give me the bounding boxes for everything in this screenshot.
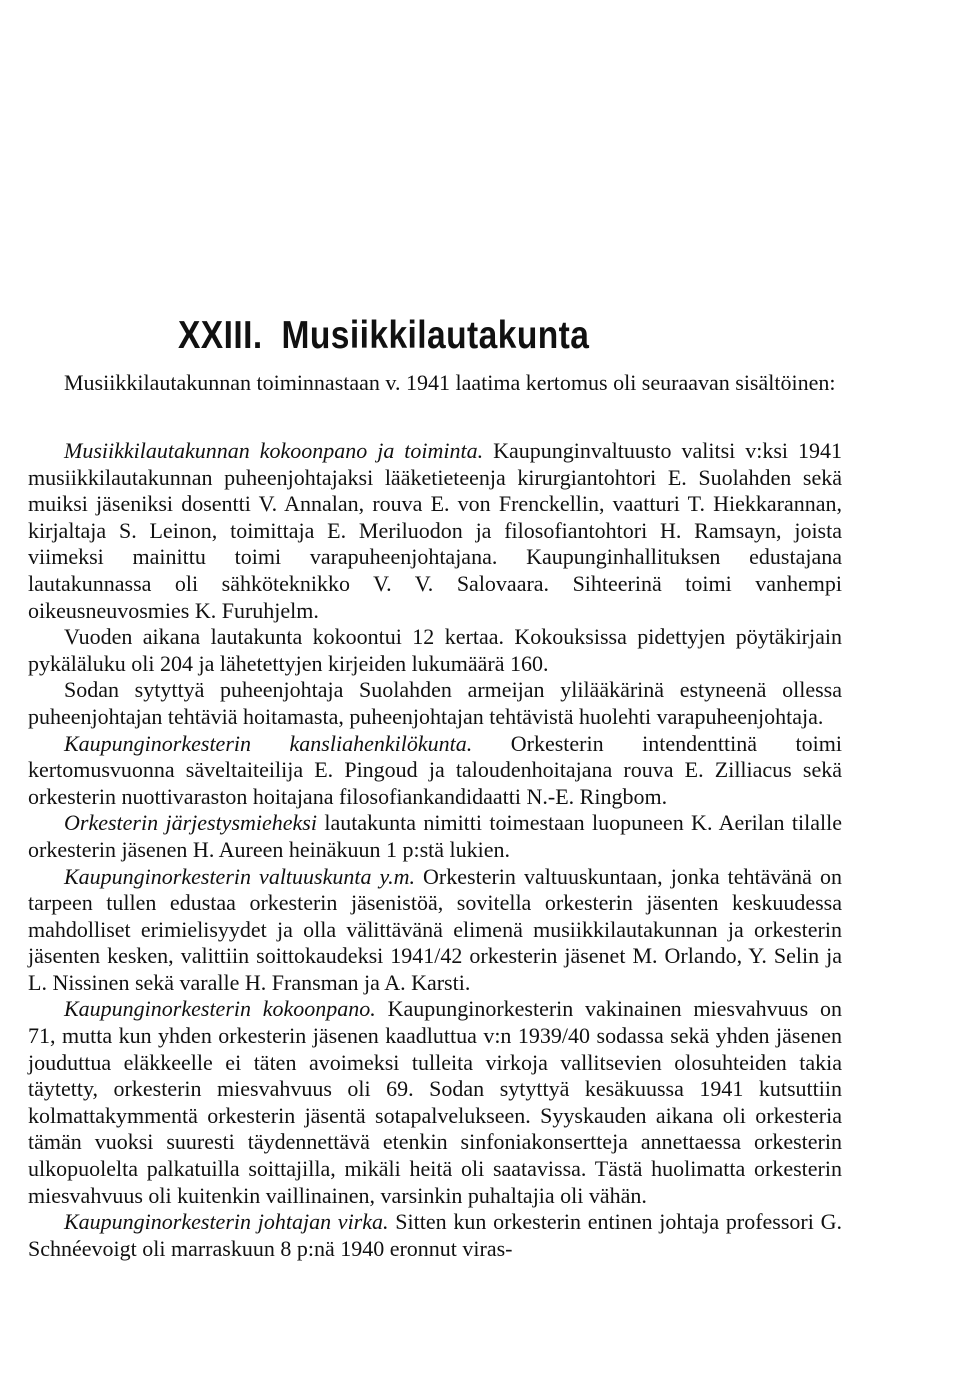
paragraph-text: Sitten kun orkesterin entinen johtaja professori G. Schnéevoigt oli marraskuun 8 p:nä 1940 eronnut viras- bbox=[28, 1209, 842, 1261]
document-page bbox=[28, 0, 842, 1386]
paragraph-delegation bbox=[28, 864, 842, 997]
paragraph-lead: Kaupunginorkesterin kokoonpano. bbox=[64, 996, 376, 1022]
paragraph-text: Sodan sytyttyä puheenjohtaja Suolahden armeijan ylilääkärinä estyneenä ollessa puheenjohtajan tehtäviä hoitamasta, puheenjohtajan tehtävistä huolehti varapuheenjohtaja. bbox=[28, 677, 842, 729]
paragraph-lead: Kaupunginorkesterin johtajan virka. bbox=[64, 1209, 389, 1235]
chapter-heading bbox=[178, 314, 660, 358]
paragraph-text: lautakunta nimitti toimestaan luopuneen K. Aerilan tilalle orkesterin jäsenen H. Aureen heinäkuun 1 p:stä lukien. bbox=[28, 810, 843, 862]
paragraph-orchestra-size bbox=[28, 996, 842, 1209]
paragraph-conductor-post bbox=[28, 1209, 842, 1262]
body-text bbox=[28, 438, 842, 1262]
paragraph-lead: Musiikkilautakunnan kokoonpano ja toiminta. bbox=[64, 438, 484, 463]
paragraph-office-staff bbox=[28, 731, 842, 811]
chapter-number: XXIII. bbox=[178, 314, 263, 358]
chapter-title: Musiikkilautakunta bbox=[281, 314, 590, 358]
paragraph-text: Kaupunginorkesterin vakinainen miesvahvuus on 71, mutta kun yhden orkesterin jäsenen kaadluttua v:n 1939/40 sodassa sekä yhden jäsenen jouduttua eläkkeelle ei täten avoimeksi tulleita virkoja vallitsevien olosuhteiden takia täytetty, orkesterin miesvahvuus oli 69. Sodan sytyttyä kesäkuussa 1941 kutsuttiin kolmattakymmentä orkesterin jäsentä sotapalvelukseen. Syyskauden aikana oli orkesteria tämän vuoksi suuresti täydennettävä etenkin sinfoniakonsertteja annettaessa orkesterin ulkopuolelta palkatuilla soittajilla, mikäli heitä oli saatavissa. Tästä huolimatta orkesterin miesvahvuus oli kuitenkin vaillinainen, varsinkin puhaltajia oli vähän. bbox=[28, 996, 842, 1208]
paragraph-lead: Orkesterin järjestysmieheksi bbox=[64, 810, 317, 836]
paragraph-meetings bbox=[28, 624, 842, 677]
paragraph-steward bbox=[28, 810, 842, 863]
intro-paragraph: Musiikkilautakunnan toiminnastaan v. 1941 laatima kertomus oli seuraavan sisältöinen: bbox=[64, 370, 836, 395]
paragraph-composition bbox=[28, 438, 842, 624]
paragraph-text: Kaupunginvaltuusto valitsi v:ksi 1941 musiikkilautakunnan puheenjohtajaksi lääketieteenja kirurgiantohtori E. Suolahden sekä muiksi jäseniksi dosentti V. Annalan, rouva E. von Frenckellin, vaatturi T. Hiekkarannan, kirjaltaja S. Leinon, toimittaja E. Meriluodon ja filosofiantohtori H. Ramsayn, joista viimeksi mainittu toimi varapuheenjohtajana. Kaupunginhallituksen edustajana lautakunnassa oli sähköteknikko V. V. Salovaara. Sihteerinä toimi vanhempi oikeusneuvosmies K. Furuhjelm. bbox=[28, 438, 842, 623]
paragraph-text: Vuoden aikana lautakunta kokoontui 12 kertaa. Kokouksissa pidettyjen pöytäkirjain pykäläluku oli 204 ja lähetettyjen kirjeiden lukumäärä 160. bbox=[28, 624, 842, 676]
paragraph-lead: Kaupunginorkesterin kansliahenkilökunta. bbox=[64, 730, 473, 756]
paragraph-war bbox=[28, 677, 842, 730]
paragraph-text: Orkesterin intendenttinä toimi kertomusvuonna säveltaiteilija E. Pingoud ja taloudenhoitajana rouva E. Zilliacus sekä orkesterin nuottivaraston hoitajana filosofiankandidaatti N.-E. Ringbom. bbox=[28, 730, 842, 809]
paragraph-lead: Kaupunginorkesterin valtuuskunta y.m. bbox=[64, 863, 415, 889]
paragraph-text: Orkesterin valtuuskuntaan, jonka tehtävänä on tarpeen tullen edustaa orkesterin jäsenistöä, sovitella orkesterin jäsenten keskuudessa mahdolliset erimielisyydet ja olla välittävänä elimenä musiikkilautakunnan ja orkesterin jäsenten kesken, valittiin soittokaudeksi 1941/42 orkesterin jäsenet M. Orlando, Y. Selin ja L. Nissinen sekä varalle H. Fransman ja A. Karsti. bbox=[28, 863, 842, 995]
